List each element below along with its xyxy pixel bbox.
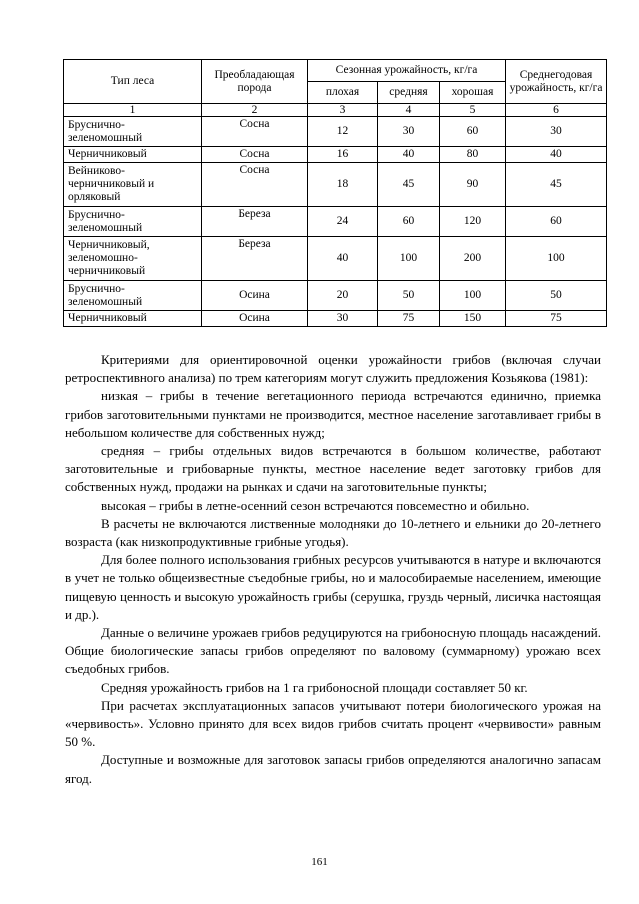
cell-medium: 40 — [378, 147, 440, 163]
cell-poor: 24 — [308, 207, 378, 237]
body-text — [65, 351, 601, 788]
cell-average: 40 — [506, 147, 607, 163]
cell-species: Береза — [202, 207, 308, 237]
cell-forest-type: Брусничнo-зеленомошный — [64, 281, 202, 311]
table-row — [64, 117, 607, 147]
cell-good: 200 — [440, 237, 506, 281]
paragraph: В расчеты не включаются лиственные молодняки до 10-летнего и ельники до 20-летнего возраста (как низкопродуктивные грибные угодья). — [65, 515, 601, 550]
header-seasonal-yield: Сезонная урожайность, кг/га — [308, 60, 506, 82]
column-number: 6 — [506, 104, 607, 117]
table-row — [64, 207, 607, 237]
header-good: хорошая — [440, 82, 506, 104]
column-number: 4 — [378, 104, 440, 117]
cell-average: 100 — [506, 237, 607, 281]
cell-forest-type: Черничниковый — [64, 311, 202, 327]
column-number: 5 — [440, 104, 506, 117]
cell-forest-type: Черничниковый — [64, 147, 202, 163]
table-row — [64, 281, 607, 311]
cell-poor: 40 — [308, 237, 378, 281]
paragraph: При расчетах эксплуатационных запасов учитывают потери биологического урожая на «червивость». Условно принято для всех видов грибов считать процент «червивости» равным 50 %. — [65, 697, 601, 750]
cell-species: Сосна — [202, 163, 308, 207]
cell-average: 50 — [506, 281, 607, 311]
table-row — [64, 311, 607, 327]
cell-average: 75 — [506, 311, 607, 327]
paragraph: Критериями для ориентировочной оценки урожайности грибов (включая случаи ретроспективного анализа) по трем категориям могут служить предложения Козьякова (1981): — [65, 352, 601, 386]
cell-forest-type: Брусничнo-зеленомошный — [64, 117, 202, 147]
cell-good: 100 — [440, 281, 506, 311]
table-row — [64, 163, 607, 207]
paragraph: низкая – грибы в течение вегетационного периода встречаются единично, приемка грибов заготовительными пунктами не производится, местное население заготавливает грибы в небольшом количестве для собственных нужд; — [65, 388, 601, 440]
header-species: Преобладающая порода — [202, 60, 308, 104]
cell-poor: 20 — [308, 281, 378, 311]
cell-forest-type: Черничниковый, зеленомошно-черничниковый — [64, 237, 202, 281]
cell-medium: 30 — [378, 117, 440, 147]
cell-good: 60 — [440, 117, 506, 147]
paragraph: Доступные и возможные для заготовок запасы грибов определяются аналогично запасам ягод. — [65, 752, 601, 786]
cell-good: 120 — [440, 207, 506, 237]
mushroom-yield-table — [63, 59, 607, 327]
cell-good: 150 — [440, 311, 506, 327]
cell-good: 80 — [440, 147, 506, 163]
cell-average: 60 — [506, 207, 607, 237]
cell-poor: 12 — [308, 117, 378, 147]
cell-medium: 60 — [378, 207, 440, 237]
paragraph: Для более полного использования грибных ресурсов учитываются в натуре и включаются в учет не только общеизвестные съедобные грибы, но и малособираемые населением, имеющие пищевую ценность и высокую урожайность грибы (серушка, груздь черный, лисичка настоящая и др.). — [65, 552, 601, 622]
header-medium: средняя — [378, 82, 440, 104]
cell-poor: 30 — [308, 311, 378, 327]
column-number: 2 — [202, 104, 308, 117]
column-number: 1 — [64, 104, 202, 117]
column-number-row — [64, 104, 607, 117]
cell-medium: 50 — [378, 281, 440, 311]
paragraph: средняя – грибы отдельных видов встречаются в большом количестве, работают заготовительные и грибоварные пункты, местное население ведет заготовку грибов для собственных нужд, продажи на рынках и сдачи на заготовительные пункты; — [65, 443, 601, 495]
cell-forest-type: Брусничнo-зеленомошный — [64, 207, 202, 237]
cell-average: 45 — [506, 163, 607, 207]
paragraph: Средняя урожайность грибов на 1 га грибоносной площади составляет 50 кг. — [101, 679, 528, 695]
cell-poor: 16 — [308, 147, 378, 163]
cell-species: Береза — [202, 237, 308, 281]
cell-species: Осина — [202, 311, 308, 327]
cell-medium: 45 — [378, 163, 440, 207]
page-number: 161 — [311, 856, 328, 868]
column-number: 3 — [308, 104, 378, 117]
table-row — [64, 237, 607, 281]
cell-species: Сосна — [202, 147, 308, 163]
paragraph: высокая – грибы в летне-осенний сезон встречаются повсеместно и обильно. — [101, 497, 530, 513]
cell-good: 90 — [440, 163, 506, 207]
cell-average: 30 — [506, 117, 607, 147]
cell-medium: 75 — [378, 311, 440, 327]
paragraph: Данные о величине урожаев грибов редуцируются на грибоносную площадь насаждений. Общие биологические запасы грибов определяют по валовому (суммарному) урожаю всех съедобных грибов. — [65, 625, 601, 677]
cell-poor: 18 — [308, 163, 378, 207]
cell-medium: 100 — [378, 237, 440, 281]
header-forest-type: Тип леса — [64, 60, 202, 104]
header-average-yield: Среднегодовая урожайность, кг/га — [506, 60, 607, 104]
header-poor: плохая — [308, 82, 378, 104]
cell-forest-type: Вейниково-черничниковый и орляковый — [64, 163, 202, 207]
table-row — [64, 147, 607, 163]
cell-species: Сосна — [202, 117, 308, 147]
cell-species: Осина — [202, 281, 308, 311]
